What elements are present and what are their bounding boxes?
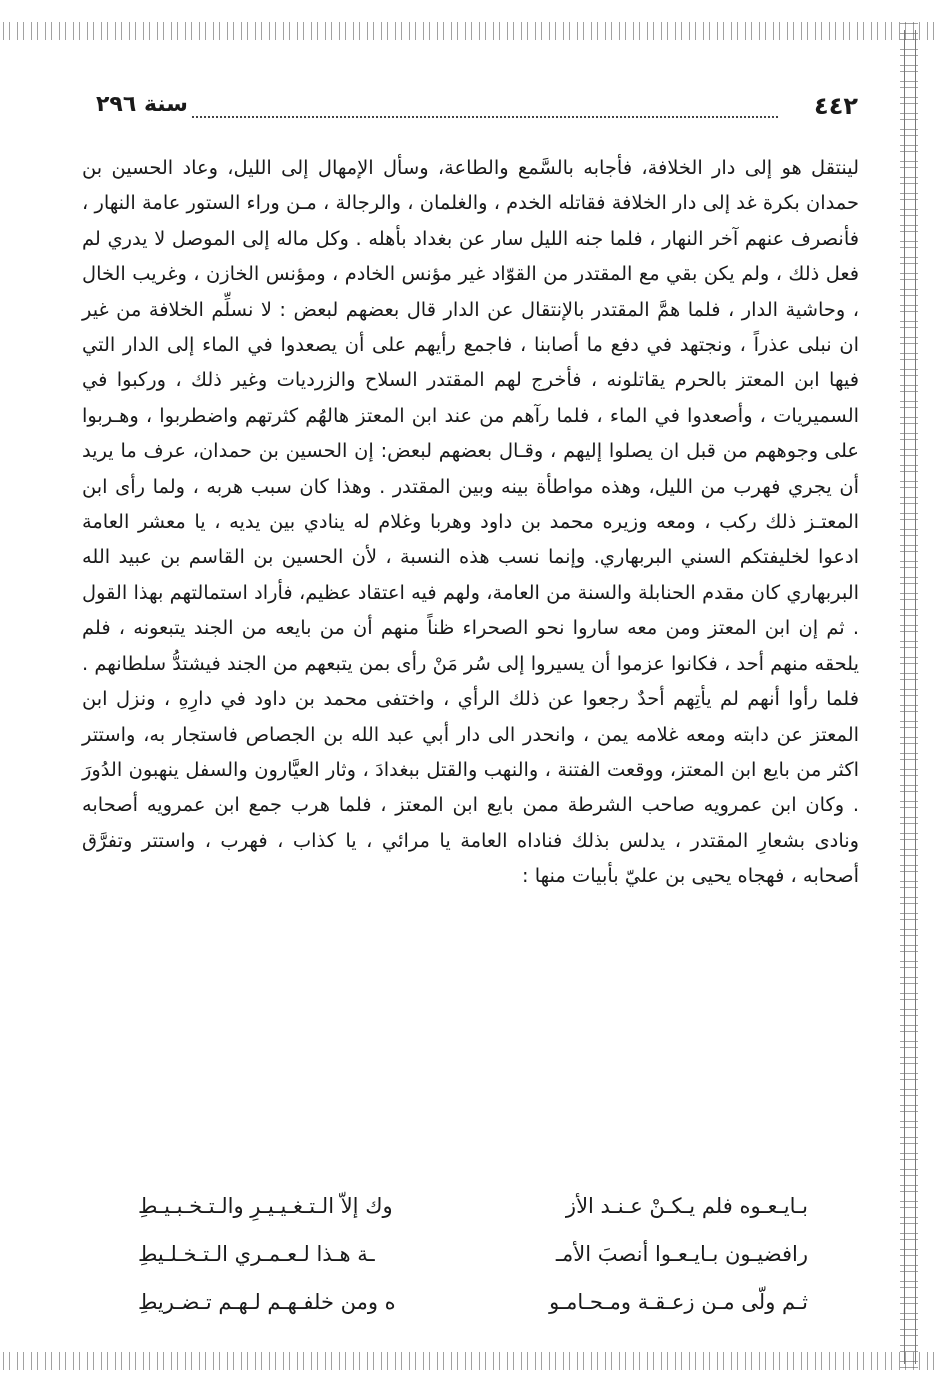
verse-second-hemistich: وك إلاّ الـتـغـيـيـرِ والـتـخـبـيـطِ — [138, 1194, 393, 1218]
poem-verse — [138, 1182, 808, 1230]
page-header — [96, 92, 858, 128]
verse-second-hemistich: ه ومن خلفـهـم لـهـم تـضـريطِ — [138, 1290, 396, 1314]
page-number: ٤٤٢ — [814, 92, 858, 120]
poem — [138, 1182, 808, 1326]
verse-second-hemistich: ـة هـذا لـعـمـري الـتـخـلـيطِ — [138, 1242, 375, 1266]
main-text — [82, 150, 859, 894]
header-dotted-rule — [192, 116, 778, 118]
ornamental-border-top — [0, 22, 941, 40]
ornamental-border-right-inner — [904, 30, 916, 1364]
poem-verse — [138, 1278, 808, 1326]
verse-first-hemistich: بـايـعـوه فلم يـكـنْ عـنـد الأز — [565, 1194, 808, 1218]
running-head-year: سنة ٢٩٦ — [96, 92, 188, 117]
ornamental-border-bottom — [0, 1352, 941, 1370]
verse-first-hemistich: ثـم ولّى مـن زعـقـة ومـحـامـو — [549, 1290, 808, 1314]
body-paragraph: لينتقل هو إلى دار الخلافة، فأجابه بالسَّمع والطاعة، وسأل الإمهال إلى الليل، وعاد الحسين بن حمدان بكرة غد إلى دار الخلافة فقاتله الخدم ، والغلمان ، والرجالة ، مـن وراء الستور عامة النهار ، فأنصرف عنهم آخر النهار ، فلما جنه الليل سار عن بغداد بأهله . وكل ماله إلى الموصل لا يدري لم فعل ذلك ، ولم يكن بقي مع المقتدر من القوّاد غير مؤنس الخادم ، ومؤنس الخازن ، وغريب الخال ، وحاشية الدار ، فلما همَّ المقتدر بالإنتقال عن الدار قال بعضهم لبعض : لا نسلِّم الخلافة من غير ان نبلى عذراً ، ونجتهد في دفع ما أصابنا ، فاجمع رأيهم على أن يصعدوا في الماء إلى الدار التي فيها ابن المعتز بالحرم يقاتلونه ، فأخرج لهم المقتدر السلاح والزرديات وغير ذلك ، وركبوا في السميريات ، وأصعدوا في الماء ، فلما رآهم من عند ابن المعتز هالهُم كثرتهم واضطربوا ، وهـربوا على وجوههم من قبل ان يصلوا إليهم ، وقـال بعضهم لبعض: إن الحسين بن حمدان، عرف ما يريد أن يجري فهرب من الليل، وهذه مواطأة بينه وبين المقتدر . وهذا كان سبب هربه ، ولما رأى ابن المعتـز ذلك ركب ، ومعه وزيره محمد بن داود وهربا وغلام له ينادي بين يديه ، يا معشر العامة ادعوا لخليفتكم السني البربهاري. وإنما نسب هذه النسبة ، لأن الحسين بن القاسم بن عبيد الله البربهاري كان مقدم الحنابلة والسنة من العامة، ولهم فيه اعتقاد عظيم، فأراد استمالتهم بهذا القول . ثم إن ابن المعتز ومن معه ساروا نحو الصحراء ظناً منهم أن من بايعه من الجند يتبعونه ، فلم يلحقه منهم أحد ، فكانوا عزموا أن يسيروا إلى سُر مَنْ رأى بمن يتبعهم من الجند فيشتدُّ سلطانهم . فلما رأوا أنهم لم يأتِهم أحدٌ رجعوا عن ذلك الرأي ، واختفى محمد بن داود في دارِهِ ، ونزل ابن المعتز عن دابته ومعه غلامه يمن ، وانحدر الى دار أبي عبد الله بن الجصاص فاستجار به، واستتر اكثر من بايع ابن المعتز، ووقعت الفتنة ، والنهب والقتل ببغدادَ ، وثار العيَّارون والسفل ينهبون الدُورَ . وكان ابن عمرويه صاحب الشرطة ممن بايع ابن المعتز ، فلما هرب جمع ابن عمرويه أصحابه ونادى بشعارِ المقتدر ، يدلس بذلك فناداه العامة يا مرائي ، يا كذاب ، فهرب ، واستتر وتفرَّق أصحابه ، فهجاه يحيى بن عليّ بأبيات منها : — [82, 156, 859, 888]
poem-verse — [138, 1230, 808, 1278]
verse-first-hemistich: رافضيـون بـايـعـوا أنصبَ الأمـ — [555, 1242, 808, 1266]
